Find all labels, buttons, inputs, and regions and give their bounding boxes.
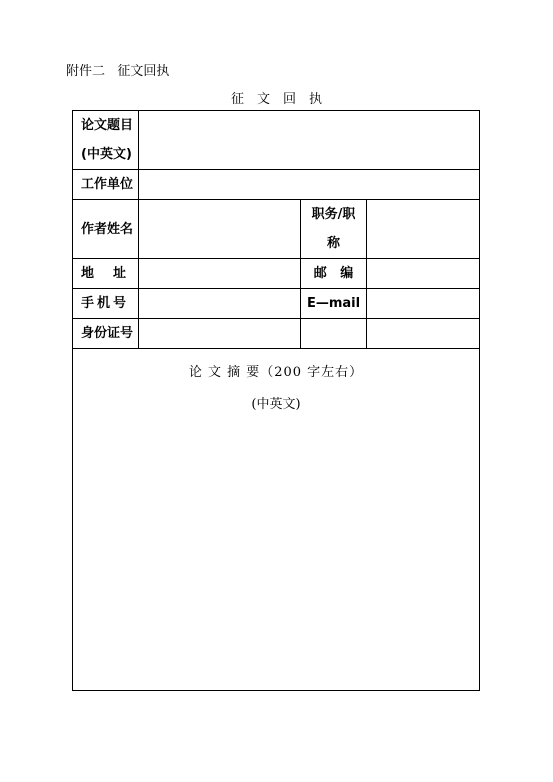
paper-title-label-line2: (中英文) (81, 147, 132, 162)
row-mobile (73, 289, 480, 319)
mobile-label-char-2: 机 (96, 296, 110, 311)
row-abstract (73, 349, 480, 691)
work-unit-field[interactable] (139, 170, 480, 200)
paper-title-field[interactable] (139, 111, 480, 170)
mobile-label-char-1: 手 (81, 296, 95, 311)
position-field[interactable] (367, 200, 480, 259)
abstract-area[interactable] (73, 349, 480, 691)
paper-title-label-line1: 论文题目 (81, 118, 134, 133)
postcode-label (301, 259, 367, 289)
row-author (73, 200, 480, 259)
row-paper-title (73, 111, 480, 170)
address-label-char-2: 址 (112, 266, 126, 281)
mobile-label-char-3: 号 (112, 296, 126, 311)
email-label: E—mail (301, 289, 367, 319)
receipt-form-table (72, 110, 480, 691)
position-label-line2: 称 (326, 236, 340, 251)
form-title: 征文回执 (230, 92, 335, 107)
position-label (301, 200, 367, 259)
abstract-title: 论 文 摘 要（200 字左右） (188, 365, 364, 380)
address-label-char-1: 地 (81, 266, 95, 281)
extra-field-2[interactable] (367, 319, 480, 349)
address-label (73, 259, 139, 289)
postcode-label-char-1: 邮 (313, 266, 327, 281)
attachment-title: 附件二 征文回执 (66, 64, 170, 79)
postcode-field[interactable] (367, 259, 480, 289)
email-field[interactable] (367, 289, 480, 319)
id-number-field[interactable] (139, 319, 301, 349)
position-label-line1: 职务/职 (311, 207, 356, 222)
author-name-label: 作者姓名 (73, 200, 139, 259)
row-work-unit (73, 170, 480, 200)
row-address (73, 259, 480, 289)
extra-field-1[interactable] (301, 319, 367, 349)
row-id-number (73, 319, 480, 349)
mobile-field[interactable] (139, 289, 301, 319)
postcode-label-char-2: 编 (340, 266, 354, 281)
id-number-label: 身份证号 (73, 319, 139, 349)
paper-title-label (73, 111, 139, 170)
mobile-label (73, 289, 139, 319)
author-name-field[interactable] (139, 200, 301, 259)
address-field[interactable] (139, 259, 301, 289)
work-unit-label: 工作单位 (73, 170, 139, 200)
abstract-subtitle: (中英文) (251, 397, 301, 412)
